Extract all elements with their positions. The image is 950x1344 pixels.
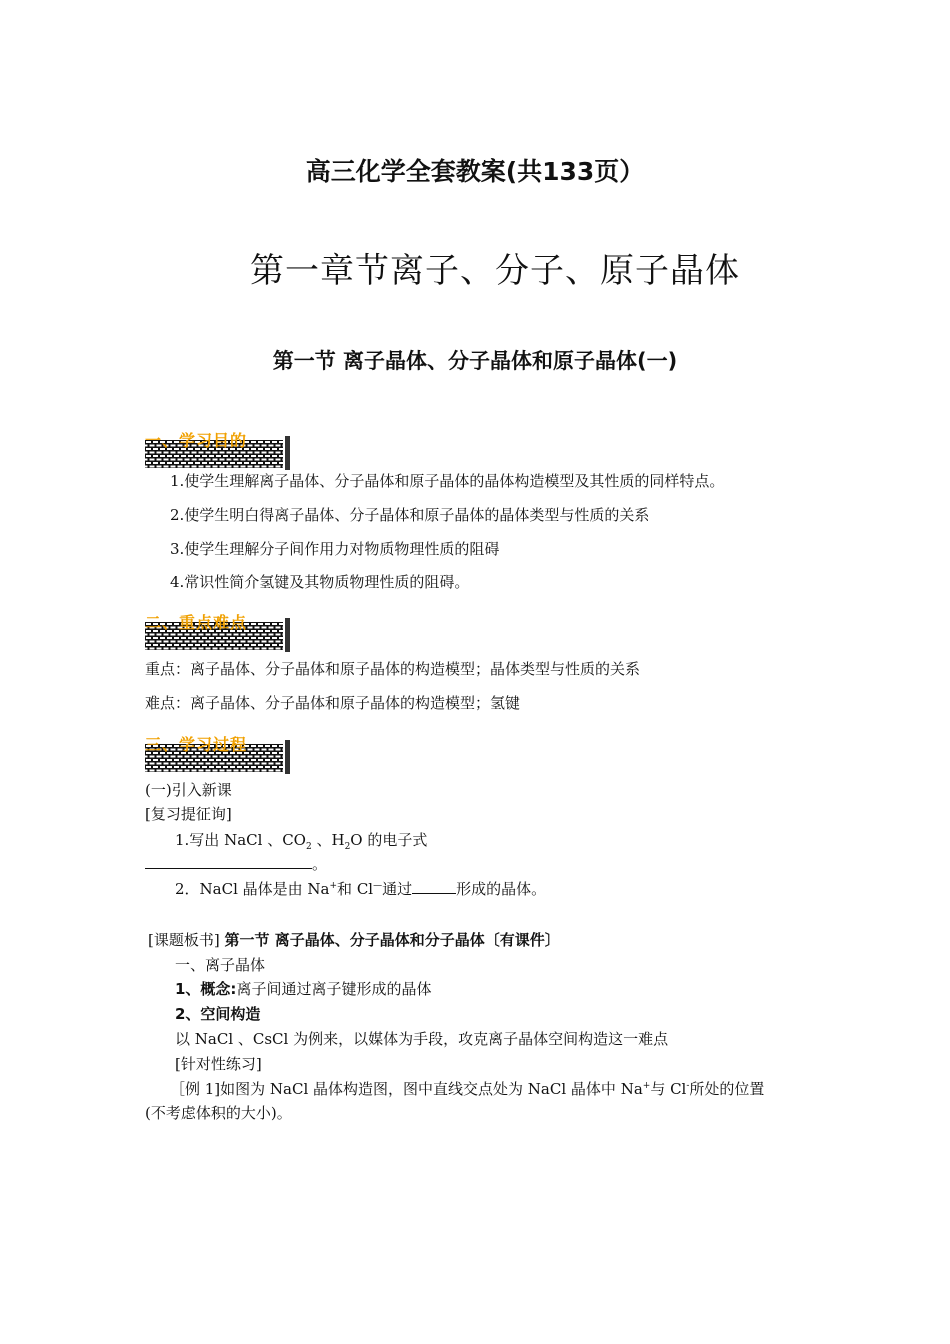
- chapter-title: 第一章节离子、分子、原子晶体: [250, 251, 740, 291]
- section-heading-key: 二、重点难点: [145, 613, 248, 632]
- document-title: 高三化学全套教案(共133页）: [305, 157, 645, 186]
- question-1: 1.写出 NaCl 、$CO_2$ 、$H_2O$ 的电子式: [175, 831, 428, 852]
- structure-text: 以 NaCl 、CsCl 为例来，以媒体为手段，攻克离子晶体空间构造这一难点: [175, 1030, 669, 1048]
- example-1-continued: (不考虑体积的大小)。: [145, 1104, 292, 1122]
- question-2: 2．NaCl 晶体是由 Na+和 Cl—通过 形成的晶体。: [175, 880, 547, 898]
- answer-line-1: 。: [145, 853, 327, 874]
- practice-heading: [针对性练习]: [175, 1055, 262, 1073]
- concept-line: 1、概念:离子间通过离子键形成的晶体: [175, 980, 432, 998]
- review-heading: [复习提征询]: [145, 805, 232, 823]
- board-title: [课题板书] 第一节 离子晶体、分子晶体和分子晶体〔有课件〕: [148, 931, 560, 949]
- section-banner-process: [145, 736, 290, 774]
- structure-heading: 2、空间构造: [175, 1005, 261, 1023]
- key-point: 重点：离子晶体、分子晶体和原子晶体的构造模型；晶体类型与性质的关系: [145, 660, 641, 678]
- section-banner-key: [145, 614, 290, 652]
- intro-heading: (一)引入新课: [145, 781, 232, 799]
- section-banner-goals: [145, 432, 290, 470]
- section-title: 第一节 离子晶体、分子晶体和原子晶体(一): [272, 349, 678, 373]
- goal-item: 4.常识性简介氢键及其物质物理性质的阻碍。: [170, 573, 470, 591]
- section-heading-process: 三、学习过程: [145, 735, 248, 754]
- ionic-crystal-heading: 一、离子晶体: [175, 956, 266, 974]
- difficult-point: 难点：离子晶体、分子晶体和原子晶体的构造模型；氢键: [145, 694, 521, 712]
- section-heading-goals: 一、学习目的: [145, 431, 248, 450]
- example-1: ［例 1]如图为 NaCl 晶体构造图，图中直线交点处为 NaCl 晶体中 Na+与 Cl-所处的位置: [170, 1080, 765, 1098]
- goal-item: 3.使学生理解分子间作用力对物质物理性质的阻碍: [170, 540, 500, 558]
- goal-item: 1.使学生理解离子晶体、分子晶体和原子晶体的晶体构造模型及其性质的同样特点。: [170, 472, 725, 490]
- goal-item: 2.使学生明白得离子晶体、分子晶体和原子晶体的晶体类型与性质的关系: [170, 506, 650, 524]
